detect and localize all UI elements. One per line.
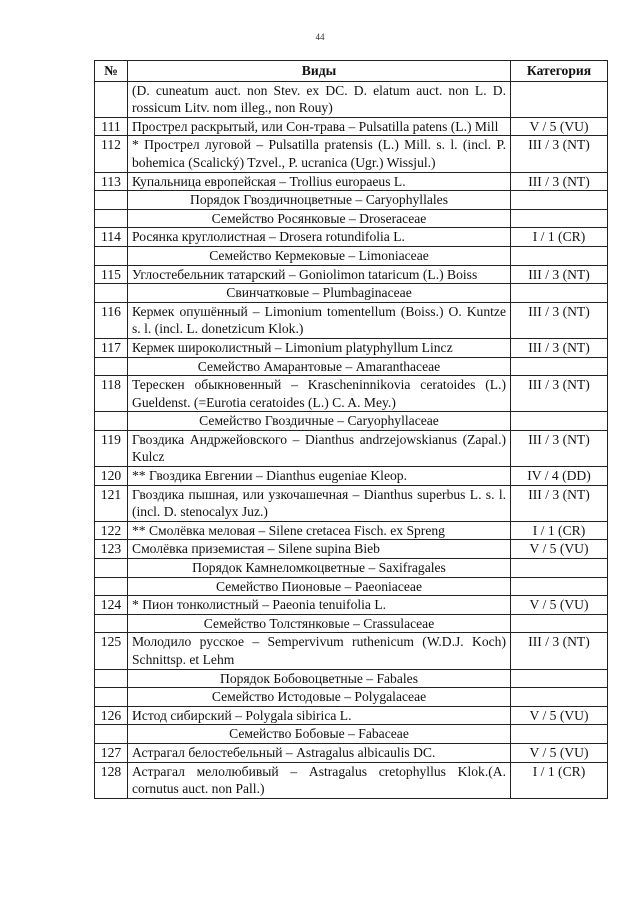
section-row [95,284,608,303]
category-value: III / 3 (NT) [511,338,608,357]
row-number: 124 [95,596,128,615]
row-number: 122 [95,521,128,540]
species-row [95,81,608,117]
section-heading: Порядок Бобовоцветные – Fabales [128,669,511,688]
category-cell [511,412,608,431]
section-heading: Свинчатковые – Plumbaginaceae [128,284,511,303]
section-heading: Семейство Гвоздичные – Caryophyllaceae [128,412,511,431]
row-number-cell [95,669,128,688]
section-heading: Семейство Истодовые – Polygalaceae [128,688,511,707]
species-name: * Пион тонколистный – Paeonia tenuifolia L. [128,596,511,615]
header-category: Категория [511,61,608,82]
row-number-cell [95,412,128,431]
section-row [95,209,608,228]
section-heading: Порядок Камнеломкоцветные – Saxifragales [128,559,511,578]
section-row [95,688,608,707]
species-name: Гвоздика пышная, или узкочашечная – Dianthus superbus L. s. l. (incl. D. stenocalyx Juz.) [128,485,511,521]
section-heading: Семейство Кермековые – Limoniaceae [128,246,511,265]
species-name: Углостебельник татарский – Goniolimon tataricum (L.) Boiss [128,265,511,284]
species-name: Прострел раскрытый, или Сон-трава – Pulsatilla patens (L.) Mill [128,117,511,136]
category-value: III / 3 (NT) [511,302,608,338]
category-value: I / 1 (CR) [511,228,608,247]
species-row [95,743,608,762]
category-cell [511,614,608,633]
section-row [95,246,608,265]
category-value: V / 5 (VU) [511,743,608,762]
species-row [95,136,608,172]
row-number-cell [95,725,128,744]
row-number: 113 [95,172,128,191]
species-row [95,706,608,725]
row-number: 120 [95,467,128,486]
category-cell [511,559,608,578]
category-cell [511,284,608,303]
row-number: 119 [95,430,128,466]
species-name: Астрагал белостебельный – Astragalus albicaulis DC. [128,743,511,762]
species-name: Истод сибирский – Polygala sibirica L. [128,706,511,725]
category-value: I / 1 (CR) [511,762,608,798]
category-value: I / 1 (CR) [511,521,608,540]
category-value: V / 5 (VU) [511,706,608,725]
row-number: 128 [95,762,128,798]
section-row [95,357,608,376]
species-row [95,172,608,191]
category-value: III / 3 (NT) [511,485,608,521]
species-name: Молодило русское – Sempervivum ruthenicum (W.D.J. Koch) Schnittsp. et Lehm [128,633,511,669]
section-heading: Семейство Амарантовые – Amaranthaceae [128,357,511,376]
category-value: III / 3 (NT) [511,430,608,466]
row-number-cell [95,284,128,303]
species-name: Терескен обыкновенный – Krascheninnikovia ceratoides (L.) Gueldenst. (=Eurotia ceratoides (L.) C. A. Mey.) [128,376,511,412]
category-cell [511,669,608,688]
row-number-cell [95,688,128,707]
species-name: ** Гвоздика Евгении – Dianthus eugeniae Kleop. [128,467,511,486]
species-name: Смолёвка приземистая – Silene supina Bieb [128,540,511,559]
species-name: Кермек опушённый – Limonium tomentellum (Boiss.) O. Kuntze s. l. (incl. L. donetzicum Klok.) [128,302,511,338]
section-row [95,725,608,744]
species-name: * Прострел луговой – Pulsatilla pratensis (L.) Mill. s. l. (incl. P. bohemica (Scalický) Tzvel., P. ucranica (Ugr.) Wissjul.) [128,136,511,172]
species-name: Кермек широколистный – Limonium platyphyllum Lincz [128,338,511,357]
row-number: 116 [95,302,128,338]
category-value: III / 3 (NT) [511,376,608,412]
section-heading: Семейство Пионовые – Paeoniaceae [128,577,511,596]
category-value: IV / 4 (DD) [511,467,608,486]
species-name: ** Смолёвка меловая – Silene cretacea Fisch. ex Spreng [128,521,511,540]
category-cell [511,688,608,707]
species-row [95,302,608,338]
species-row [95,485,608,521]
table-body [95,81,608,798]
species-row [95,521,608,540]
row-number: 127 [95,743,128,762]
species-row [95,376,608,412]
species-name: Астрагал мелолюбивый – Astragalus cretophyllus Klok.(A. cornutus auct. non Pall.) [128,762,511,798]
species-row [95,117,608,136]
row-number: 123 [95,540,128,559]
row-number: 111 [95,117,128,136]
category-value: V / 5 (VU) [511,117,608,136]
section-heading: Семейство Толстянковые – Crassulaceae [128,614,511,633]
category-cell [511,191,608,210]
row-number-cell [95,246,128,265]
section-row [95,669,608,688]
category-cell [511,209,608,228]
row-number: 117 [95,338,128,357]
row-number-cell [95,614,128,633]
species-row [95,540,608,559]
category-cell [511,725,608,744]
species-row [95,228,608,247]
category-value [511,81,608,117]
section-heading: Семейство Росянковые – Droseraceae [128,209,511,228]
category-cell [511,246,608,265]
section-row [95,191,608,210]
row-number-cell [95,191,128,210]
section-heading: Порядок Гвоздичноцветные – Caryophyllales [128,191,511,210]
species-table [94,60,608,799]
row-number [95,81,128,117]
species-row [95,265,608,284]
row-number: 114 [95,228,128,247]
row-number: 125 [95,633,128,669]
species-name: Росянка круглолистная – Drosera rotundifolia L. [128,228,511,247]
row-number-cell [95,577,128,596]
species-name: Гвоздика Андржейовского – Dianthus andrzejowskianus (Zapal.) Kulcz [128,430,511,466]
category-value: V / 5 (VU) [511,540,608,559]
row-number: 118 [95,376,128,412]
section-row [95,614,608,633]
header-species: Виды [128,61,511,82]
category-value: III / 3 (NT) [511,633,608,669]
species-name: Купальница европейская – Trollius europaeus L. [128,172,511,191]
species-row [95,467,608,486]
row-number: 115 [95,265,128,284]
species-row [95,633,608,669]
section-row [95,559,608,578]
category-value: III / 3 (NT) [511,172,608,191]
section-heading: Семейство Бобовые – Fabaceae [128,725,511,744]
header-number: № [95,61,128,82]
section-row [95,577,608,596]
species-name: (D. cuneatum auct. non Stev. ex DC. D. elatum auct. non L. D. rossicum Litv. nom illeg., non Rouy) [128,81,511,117]
species-row [95,596,608,615]
table-header-row [95,61,608,82]
category-cell [511,357,608,376]
row-number-cell [95,357,128,376]
category-cell [511,577,608,596]
row-number: 121 [95,485,128,521]
category-value: III / 3 (NT) [511,265,608,284]
species-row [95,338,608,357]
row-number: 126 [95,706,128,725]
row-number: 112 [95,136,128,172]
row-number-cell [95,209,128,228]
species-row [95,430,608,466]
category-value: III / 3 (NT) [511,136,608,172]
species-row [95,762,608,798]
section-row [95,412,608,431]
page-number: 44 [315,32,325,42]
row-number-cell [95,559,128,578]
category-value: V / 5 (VU) [511,596,608,615]
